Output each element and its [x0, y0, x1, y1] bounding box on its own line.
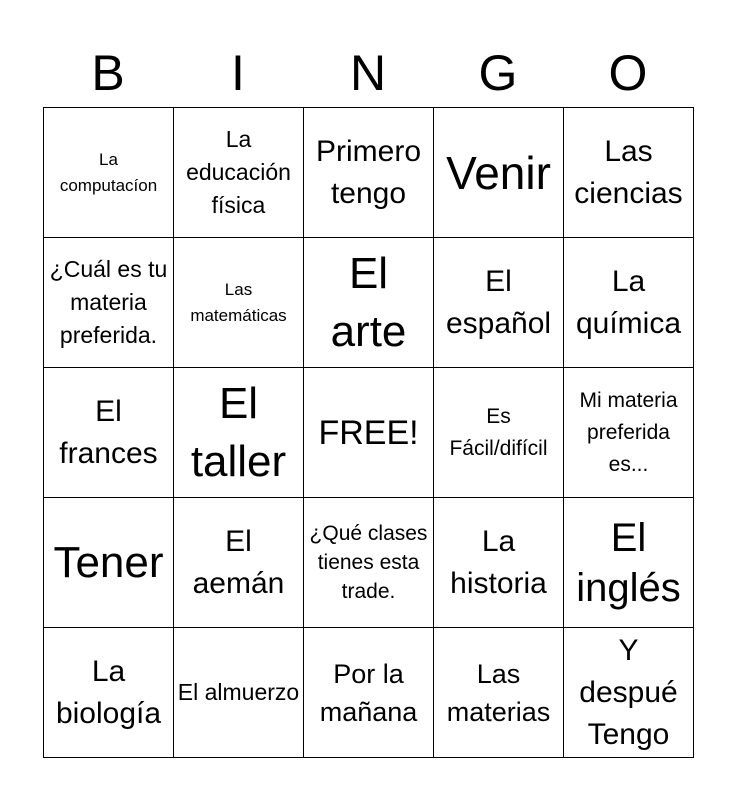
cell-text: El inglés [576, 515, 681, 610]
bingo-cell[interactable] [174, 238, 304, 368]
bingo-cell[interactable] [564, 368, 694, 498]
cell-text: El aemán [192, 524, 285, 600]
cell-text: La historia [450, 524, 547, 600]
bingo-cell[interactable] [304, 108, 434, 238]
cell-text: La educación física [186, 126, 291, 218]
cell-text: Las ciencias [574, 134, 683, 210]
cell-text: FREE! [318, 413, 419, 452]
bingo-cell[interactable] [564, 238, 694, 368]
cell-text: Venir [446, 146, 551, 199]
bingo-cell[interactable] [304, 498, 434, 628]
bingo-cell[interactable] [44, 108, 174, 238]
cell-text: El frances [59, 394, 158, 470]
bingo-cell[interactable] [174, 108, 304, 238]
bingo-cell[interactable] [564, 628, 694, 758]
header-letter-b: B [91, 45, 125, 101]
cell-text: ¿Cuál es tu materia preferida. [49, 256, 168, 348]
cell-text: Es Fácil/difícil [449, 404, 548, 460]
bingo-cell[interactable] [44, 238, 174, 368]
bingo-cell[interactable] [44, 498, 174, 628]
cell-text: Y despué Tengo [579, 633, 678, 751]
bingo-cell[interactable] [304, 368, 434, 498]
header-letter-n: N [349, 45, 387, 101]
cell-text: El arte [330, 248, 407, 356]
bingo-cell[interactable] [434, 498, 564, 628]
bingo-cell[interactable] [44, 628, 174, 758]
bingo-cell[interactable] [174, 498, 304, 628]
bingo-cell[interactable] [44, 368, 174, 498]
bingo-card-grid [43, 107, 694, 758]
cell-text: El almuerzo [177, 679, 300, 705]
cell-text: ¿Qué clases tienes esta trade. [309, 522, 428, 603]
bingo-cell[interactable] [304, 238, 434, 368]
cell-text: La computacíon [59, 149, 158, 195]
cell-text: Las materias [446, 658, 551, 727]
cell-text: Mi materia preferida es... [579, 388, 678, 476]
header-letter-g: G [478, 45, 518, 101]
cell-text: Primero tengo [315, 134, 421, 210]
bingo-cell[interactable] [564, 498, 694, 628]
cell-text: El taller [190, 378, 287, 486]
bingo-cell[interactable] [434, 238, 564, 368]
cell-text: Las matemáticas [190, 279, 287, 325]
header-letter-o: O [608, 45, 648, 101]
bingo-cell[interactable] [174, 628, 304, 758]
bingo-cell[interactable] [304, 628, 434, 758]
cell-text: Por la mañana [319, 658, 418, 727]
bingo-header [43, 40, 693, 106]
cell-text: Tener [53, 537, 164, 587]
bingo-cell[interactable] [174, 368, 304, 498]
bingo-cell[interactable] [434, 368, 564, 498]
cell-text: La química [575, 264, 682, 340]
bingo-cell[interactable] [434, 628, 564, 758]
bingo-cell[interactable] [564, 108, 694, 238]
cell-text: El español [445, 264, 552, 340]
bingo-cell[interactable] [434, 108, 564, 238]
header-letter-i: I [231, 45, 245, 101]
cell-text: La biología [55, 654, 162, 730]
